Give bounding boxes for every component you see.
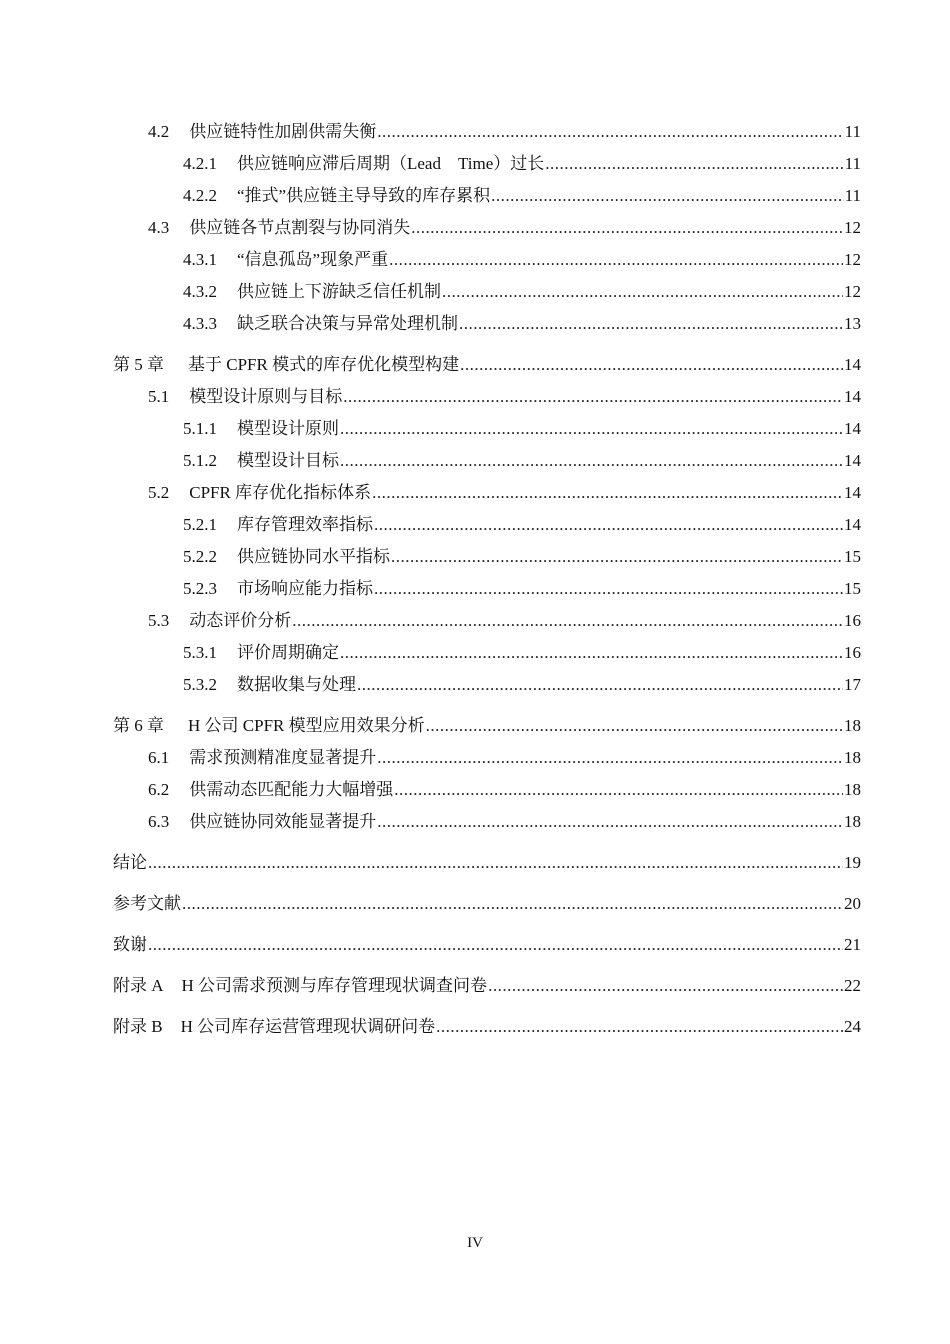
toc-entry[interactable]: [113, 116, 861, 148]
toc-entry[interactable]: [113, 212, 861, 244]
toc-entry-title: 库存管理效率指标: [237, 515, 373, 534]
toc-entry-page: 18: [844, 812, 861, 831]
toc-entry-title: 数据收集与处理: [237, 675, 356, 694]
dot-leader: [391, 541, 843, 573]
toc-entry[interactable]: [113, 929, 861, 961]
toc-entry-title: 参考文献: [113, 894, 181, 913]
dot-leader: [377, 806, 843, 838]
toc-entry-number: 4.3: [148, 218, 170, 237]
toc-entry-title: “推式”供应链主导导致的库存累积: [237, 186, 491, 205]
toc-entry[interactable]: [113, 710, 861, 742]
dot-leader: [377, 116, 843, 148]
toc-entry-page: 15: [844, 579, 861, 598]
dot-leader: [442, 276, 843, 308]
toc-entry[interactable]: [113, 509, 861, 541]
page-number: IV: [467, 1235, 483, 1251]
toc-entry-number: 5.3.1: [183, 643, 217, 662]
toc-entry-title: 供应链上下游缺乏信任机制: [237, 282, 441, 301]
toc-entry-title: 需求预测精准度显著提升: [189, 748, 377, 767]
dot-leader: [411, 212, 843, 244]
toc-entry-title: 缺乏联合决策与异常处理机制: [237, 314, 458, 333]
dot-leader: [372, 477, 843, 509]
dot-leader: [343, 381, 843, 413]
dot-leader: [488, 970, 843, 1002]
toc-entry[interactable]: [113, 742, 861, 774]
toc-entry-title: 基于 CPFR 模式的库存优化模型构建: [188, 355, 460, 374]
dot-leader: [292, 605, 843, 637]
toc-entry-number: 5.2.3: [183, 579, 217, 598]
toc-entry-page: 19: [844, 853, 861, 872]
toc-entry-page: 11: [844, 186, 861, 205]
toc-entry-number: 5.2.2: [183, 547, 217, 566]
toc-entry-number: 5.3: [148, 611, 170, 630]
toc-entry-page: 18: [844, 748, 861, 767]
toc-entry[interactable]: [113, 180, 861, 212]
toc-entry[interactable]: [113, 573, 861, 605]
toc-entry-number: 6.3: [148, 812, 170, 831]
dot-leader: [491, 180, 844, 212]
toc-entry-page: 12: [844, 218, 861, 237]
toc-entry[interactable]: [113, 847, 861, 879]
toc-entry-page: 17: [844, 675, 861, 694]
toc-entry[interactable]: [113, 806, 861, 838]
toc-entry[interactable]: [113, 445, 861, 477]
dot-leader: [545, 148, 843, 180]
toc-entry-title: 市场响应能力指标: [237, 579, 373, 598]
toc-entry-number: 附录 B: [113, 1017, 163, 1036]
dot-leader: [377, 742, 843, 774]
toc-entry-title: “信息孤岛”现象严重: [237, 250, 389, 269]
dot-leader: [340, 445, 843, 477]
toc-entry[interactable]: [113, 244, 861, 276]
toc-entry-title: 供应链特性加剧供需失衡: [189, 122, 377, 141]
toc-entry[interactable]: [113, 669, 861, 701]
toc-entry-number: 5.1.2: [183, 451, 217, 470]
dot-leader: [182, 888, 843, 920]
toc-entry[interactable]: [113, 477, 861, 509]
dot-leader: [460, 349, 843, 381]
toc-entry-page: 24: [844, 1017, 861, 1036]
dot-leader: [436, 1011, 843, 1043]
toc-entry[interactable]: [113, 637, 861, 669]
toc-entry[interactable]: [113, 605, 861, 637]
toc-entry[interactable]: [113, 381, 861, 413]
toc-entry-page: 18: [844, 716, 861, 735]
toc-entry-page: 14: [844, 387, 861, 406]
toc-entry-page: 22: [844, 976, 861, 995]
dot-leader: [389, 244, 843, 276]
toc-entry-number: 附录 A: [113, 976, 164, 995]
toc-entry-number: 5.1.1: [183, 419, 217, 438]
toc-entry-title: 供应链各节点割裂与协同消失: [189, 218, 411, 237]
toc-entry-number: 4.3.2: [183, 282, 217, 301]
toc-entry-title: H 公司 CPFR 模型应用效果分析: [188, 716, 425, 735]
toc-entry-title: H 公司需求预测与库存管理现状调查问卷: [181, 976, 488, 995]
toc-entry-number: 5.3.2: [183, 675, 217, 694]
toc-entry-title: 模型设计原则与目标: [189, 387, 343, 406]
toc-entry-title: 供应链协同水平指标: [237, 547, 390, 566]
dot-leader: [374, 509, 843, 541]
toc-entry-page: 21: [844, 935, 861, 954]
toc-entry[interactable]: [113, 541, 861, 573]
dot-leader: [148, 929, 843, 961]
dot-leader: [357, 669, 843, 701]
dot-leader: [426, 710, 843, 742]
toc-entry-title: 供应链协同效能显著提升: [189, 812, 377, 831]
toc-entry-title: H 公司库存运营管理现状调研问卷: [180, 1017, 436, 1036]
toc-entry-page: 14: [844, 515, 861, 534]
toc-entry[interactable]: [113, 349, 861, 381]
dot-leader: [374, 573, 843, 605]
table-of-contents: [113, 116, 861, 1043]
toc-entry-page: 16: [844, 643, 861, 662]
toc-entry-page: 12: [844, 282, 861, 301]
toc-entry-page: 15: [844, 547, 861, 566]
dot-leader: [459, 308, 843, 340]
toc-entry-title: 模型设计原则: [237, 419, 339, 438]
toc-entry[interactable]: [113, 308, 861, 340]
dot-leader: [148, 847, 843, 879]
toc-entry-page: 14: [844, 451, 861, 470]
toc-entry-title: 致谢: [113, 935, 147, 954]
toc-entry[interactable]: [113, 774, 861, 806]
toc-entry-page: 13: [844, 314, 861, 333]
toc-entry-title: 动态评价分析: [189, 611, 292, 630]
toc-entry-title: 模型设计目标: [237, 451, 339, 470]
dot-leader: [394, 774, 843, 806]
toc-entry-page: 14: [844, 355, 861, 374]
toc-entry[interactable]: [113, 413, 861, 445]
toc-entry[interactable]: [113, 148, 861, 180]
toc-entry-number: 4.3.1: [183, 250, 217, 269]
toc-entry-number: 5.1: [148, 387, 170, 406]
toc-entry-number: 6.2: [148, 780, 170, 799]
toc-entry[interactable]: [113, 276, 861, 308]
toc-entry-page: 14: [844, 419, 861, 438]
toc-entry-page: 18: [844, 780, 861, 799]
toc-entry-page: 11: [844, 122, 861, 141]
toc-entry-title: 结论: [113, 853, 147, 872]
toc-entry[interactable]: [113, 970, 861, 1002]
toc-entry-number: 4.2.2: [183, 186, 217, 205]
toc-entry-title: CPFR 库存优化指标体系: [189, 483, 372, 502]
toc-entry-number: 5.2: [148, 483, 170, 502]
toc-entry-number: 第 5 章: [113, 355, 164, 374]
toc-entry-title: 供应链响应滞后周期（Lead Time）过长: [237, 154, 545, 173]
toc-entry-page: 12: [844, 250, 861, 269]
dot-leader: [340, 413, 843, 445]
toc-entry-number: 4.3.3: [183, 314, 217, 333]
toc-entry-page: 16: [844, 611, 861, 630]
toc-entry-page: 11: [844, 154, 861, 173]
dot-leader: [340, 637, 843, 669]
toc-entry-title: 评价周期确定: [237, 643, 339, 662]
toc-entry-number: 5.2.1: [183, 515, 217, 534]
toc-entry-page: 20: [844, 894, 861, 913]
toc-entry[interactable]: [113, 1011, 861, 1043]
toc-entry-number: 6.1: [148, 748, 170, 767]
toc-entry-number: 4.2.1: [183, 154, 217, 173]
toc-entry[interactable]: [113, 888, 861, 920]
toc-entry-number: 4.2: [148, 122, 170, 141]
toc-entry-title: 供需动态匹配能力大幅增强: [189, 780, 394, 799]
toc-entry-number: 第 6 章: [113, 716, 164, 735]
toc-entry-page: 14: [844, 483, 861, 502]
